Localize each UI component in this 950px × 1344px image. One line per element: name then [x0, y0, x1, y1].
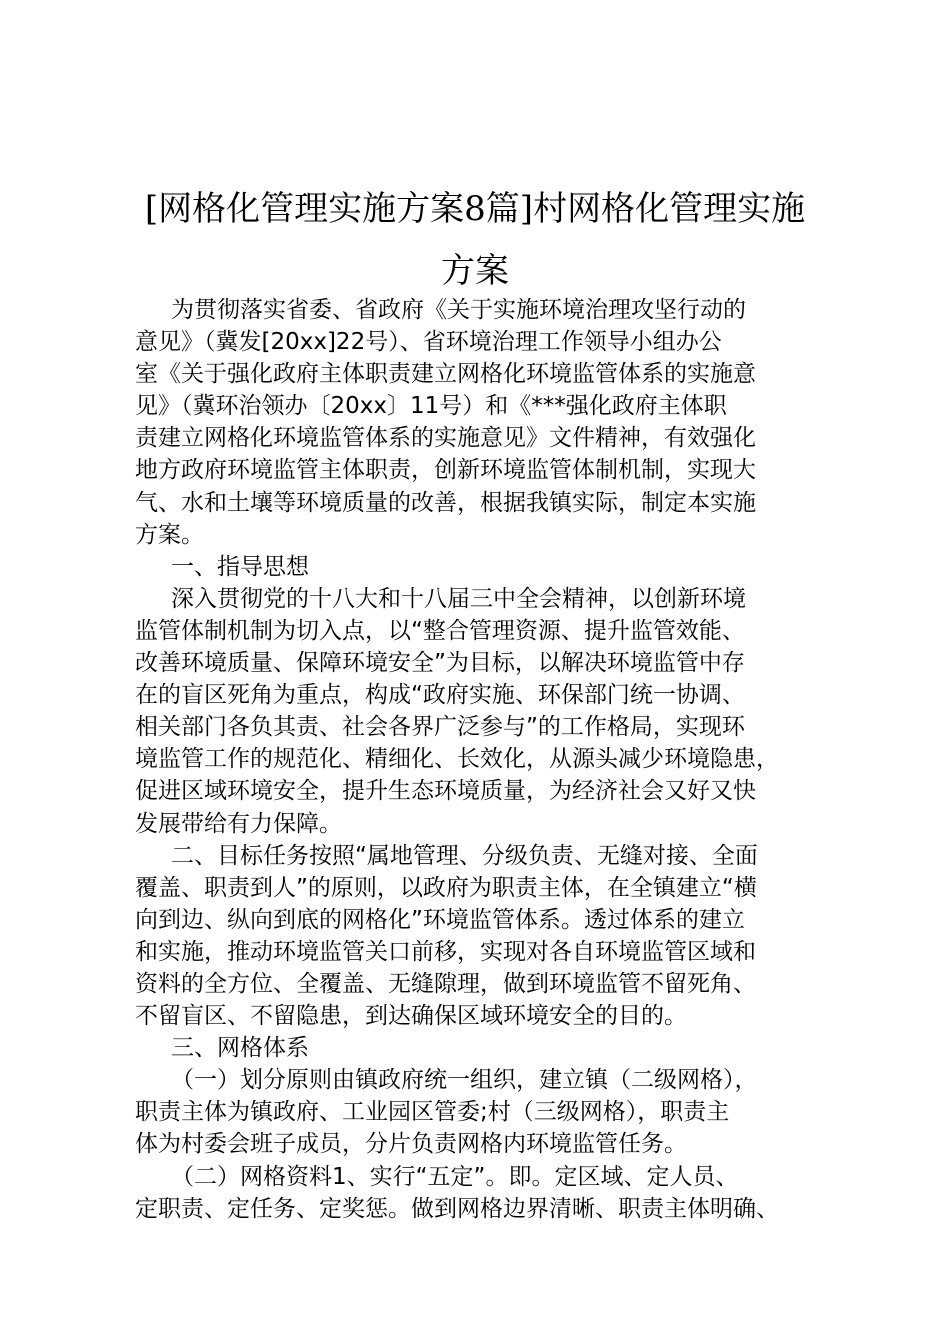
body-line: 为贯彻落实省委、省政府《关于实施环境治理攻坚行动的	[171, 297, 746, 323]
body-line: 意见》（冀发[20xx]22号）、省环境治理工作领导小组办公	[135, 329, 722, 356]
body-line: 向到边、纵向到底的网格化”环境监管体系。透过体系的建立	[135, 906, 745, 933]
section-heading: 二、目标任务按照“属地管理、分级负责、无缝对接、全面	[171, 842, 758, 869]
body-line: 在的盲区死角为重点，构成“政府实施、环保部门统一协调、	[135, 682, 745, 709]
body-line: 责建立网格化环境监管体系的实施意见》文件精神，有效强化	[135, 425, 756, 452]
body-line: 境监管工作的规范化、精细化、长效化，从源头减少环境隐患，	[135, 746, 779, 773]
body-line: 定职责、定任务、定奖惩。做到网格边界清晰、职责主体明确、	[135, 1195, 779, 1222]
document-title	[120, 178, 830, 302]
body-line: 促进区域环境安全，提升生态环境质量，为经济社会又好又快	[135, 778, 756, 805]
body-line: （二）网格资料1、实行“五定”。即。定区域、定人员、	[171, 1163, 739, 1190]
body-line: 相关部门各负其责、社会各界广泛参与”的工作格局，实现环	[135, 714, 745, 741]
body-line: （一）划分原则由镇政府统一组织，建立镇（二级网格），	[171, 1067, 758, 1094]
body-line: 室《关于强化政府主体职责建立网格化环境监管体系的实施意	[135, 361, 756, 388]
body-line: 地方政府环境监管主体职责，创新环境监管体制机制，实现大	[135, 457, 756, 484]
title-line: 方案	[441, 251, 509, 291]
body-line: 深入贯彻党的十八大和十八届三中全会精神，以创新环境	[171, 585, 746, 612]
body-line: 不留盲区、不留隐患，到达确保区域环境安全的目的。	[135, 1003, 687, 1030]
section-heading: 三、网格体系	[171, 1035, 309, 1062]
body-line: 气、水和土壤等环境质量的改善，根据我镇实际，制定本实施	[135, 489, 756, 516]
body-line: 资料的全方位、全覆盖、无缝隙理，做到环境监管不留死角、	[135, 970, 756, 997]
body-line: 监管体制机制为切入点，以“整合管理资源、提升监管效能、	[135, 617, 745, 644]
title-line: [网格化管理实施方案8篇]村网格化管理实施	[144, 189, 806, 229]
body-line: 覆盖、职责到人”的原则，以政府为职责主体，在全镇建立“横	[135, 874, 757, 901]
body-line: 和实施，推动环境监管关口前移，实现对各自环境监管区域和	[135, 938, 756, 965]
body-line: 体为村委会班子成员，分片负责网格内环境监管任务。	[135, 1131, 687, 1158]
body-line: 发展带给有力保障。	[135, 810, 342, 837]
body-line: 职责主体为镇政府、工业园区管委;村（三级网格），职责主	[135, 1099, 730, 1126]
body-line: 见》（冀环治领办〔20xx〕11号）和《***强化政府主体职	[135, 393, 727, 420]
document-body	[135, 294, 855, 1225]
section-heading: 一、指导思想	[171, 553, 309, 580]
body-line: 改善环境质量、保障环境安全”为目标，以解决环境监管中存	[135, 650, 745, 677]
body-line: 方案。	[135, 521, 204, 548]
